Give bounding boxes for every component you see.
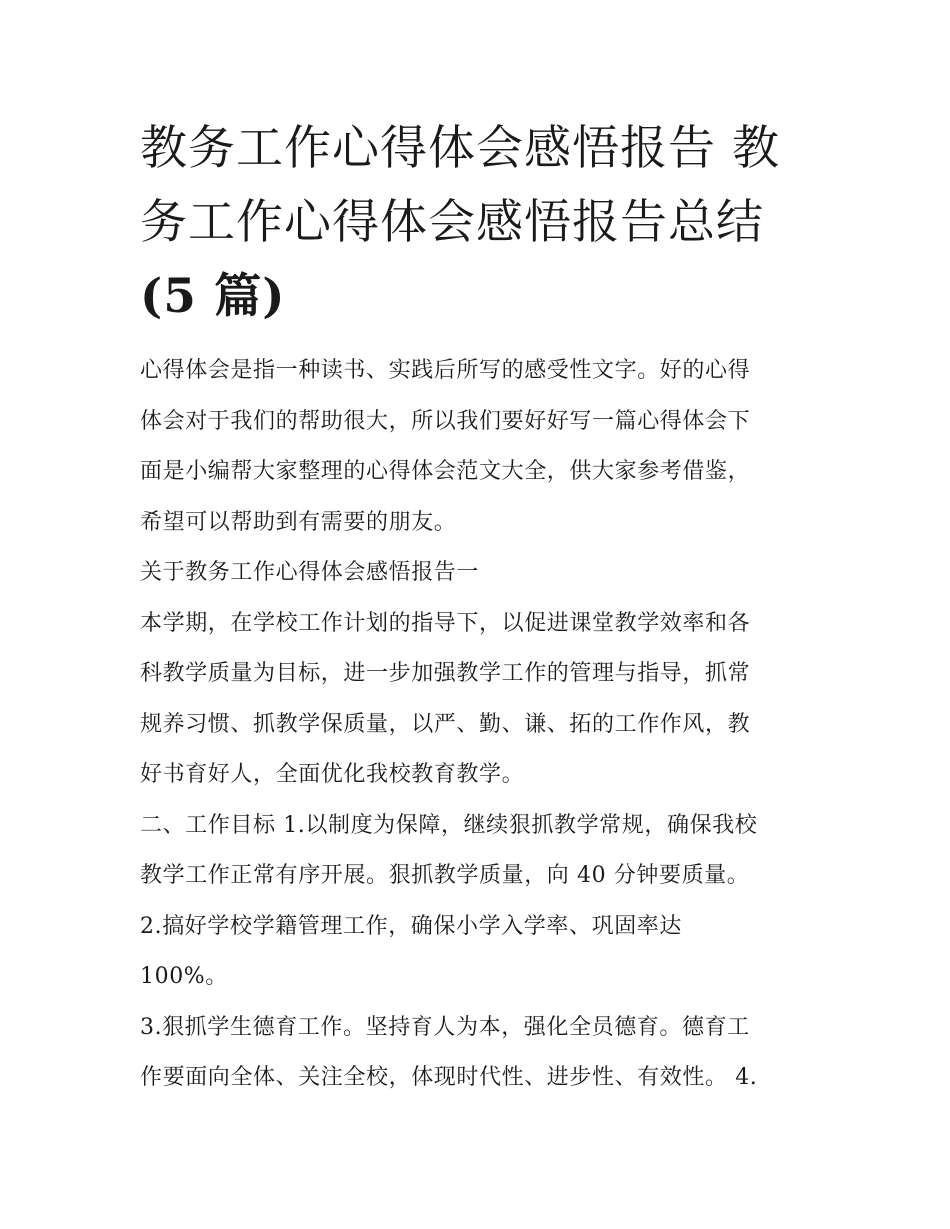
- text-line: 3.狠抓学生德育工作。坚持育人为本，强化全员德育。德育工: [140, 1014, 750, 1040]
- heading-text: 关于教务工作心得体会感悟报告一: [140, 560, 480, 585]
- text-line: 本学期，在学校工作计划的指导下，以促进课堂教学效率和各: [140, 610, 751, 636]
- text-line: 体会对于我们的帮助很大，所以我们要好好写一篇心得体会下: [140, 408, 751, 434]
- text-line: 好书育好人，全面优化我校教育教学。: [140, 762, 525, 787]
- body-paragraph: [140, 599, 812, 1104]
- text-line: 面是小编帮大家整理的心得体会范文大全，供大家参考借鉴，: [140, 459, 751, 484]
- text-line: 2.搞好学校学籍管理工作，确保小学入学率、巩固率达: [140, 913, 682, 939]
- intro-paragraph: [140, 346, 812, 548]
- title-line: 务工作心得体会感悟报告总结: [140, 195, 764, 250]
- document-title: [140, 112, 812, 334]
- title-line: (5 篇): [140, 269, 286, 324]
- text-line: 二、工作目标 1.以制度为保障，继续狠抓教学常规，确保我校: [140, 812, 758, 838]
- title-line: 教务工作心得体会感悟报告 教: [140, 121, 780, 176]
- text-line: 教学工作正常有序开展。狠抓教学质量，向 40 分钟要质量。: [140, 863, 750, 888]
- text-line: 心得体会是指一种读书、实践后所写的感受性文字。好的心得: [140, 358, 751, 383]
- document-page: [140, 112, 812, 1104]
- text-line: 作要面向全体、关注全校，体现时代性、进步性、有效性。 4.: [140, 1065, 758, 1090]
- text-line: 规养习惯、抓教学保质量，以严、勤、谦、拓的工作作风，教: [140, 711, 751, 737]
- text-line: 科教学质量为目标，进一步加强教学工作的管理与指导，抓常: [140, 661, 751, 686]
- text-line: 100%。: [140, 964, 228, 989]
- section-heading: [140, 548, 812, 599]
- text-line: 希望可以帮助到有需要的朋友。: [140, 509, 457, 535]
